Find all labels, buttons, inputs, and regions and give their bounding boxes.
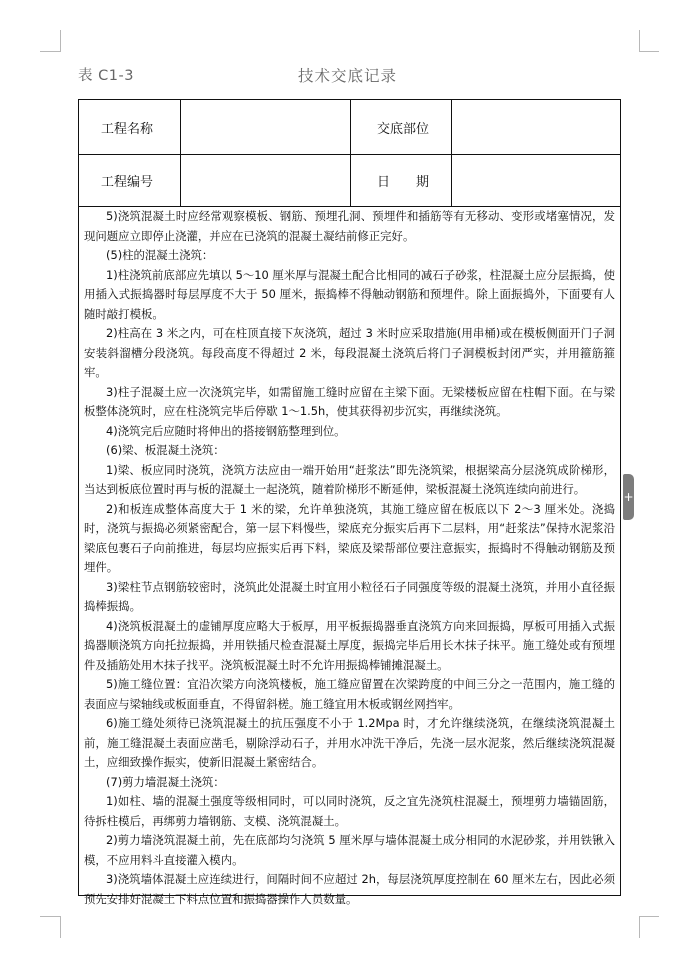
paragraph: 3)梁柱节点钢筋较密时，浇筑此处混凝土时宜用小粒径石子同强度等级的混凝土浇筑，并用小直径振捣棒振捣。 [84,579,615,613]
paragraph: 4)浇筑完后应随时将伸出的搭接钢筋整理到位。 [106,423,346,438]
date-label: 日 期 [377,174,430,190]
form-code: 表 C1-3 [78,68,134,84]
paragraph: 3)浇筑墙体混凝土应连续进行，间隔时间不应超过 2h，每层浇筑厚度控制在 60 厘米左右，因此必须预先安排好混凝土下料点位置和振捣器操作人员数量。 [84,872,615,906]
divider [350,100,351,154]
info-row-1 [79,100,620,155]
expand-side-panel-button[interactable]: + [623,474,634,520]
paragraph: 1)如柱、墙的混凝土强度等级相同时，可以同时浇筑，反之宜先浇筑柱混凝土，预埋剪力墙锚固筋，待拆柱模后，再绑剪力墙钢筋、支模、浇筑混凝土。 [84,794,615,828]
paragraph: 1)梁、板应同时浇筑，浇筑方法应由一端开始用“赶浆法”即先浇筑梁，根据梁高分层浇筑成阶梯形，当达到板底位置时再与板的混凝土一起浇筑，随着阶梯形不断延伸，梁板混凝土浇筑连续向前进行。 [84,462,615,496]
project-name-label: 工程名称 [101,121,154,137]
divider [350,154,351,206]
divider [180,100,181,154]
paragraph: 5)施工缝位置：宜沿次梁方向浇筑楼板，施工缝应留置在次梁跨度的中间三分之一范围内，施工缝的表面应与梁轴线或板面垂直，不得留斜槎。施工缝宜用木板或钢丝网挡牢。 [84,677,615,711]
paragraph: (5)柱的混凝土浇筑： [106,248,214,262]
paragraph: 2)剪力墙浇筑混凝土前，先在底部均匀浇筑 5 厘米厚与墙体混凝土成分相同的水泥砂浆，并用铁锹入模，不应用料斗直接灌入模内。 [84,833,615,867]
project-number-label: 工程编号 [101,174,154,190]
info-row-2 [79,154,620,207]
paragraph: 1)柱浇筑前底部应先填以 5～10 厘米厚与混凝土配合比相同的减石子砂浆，柱混凝土应分层振捣，使用插入式振捣器时每层厚度不大于 50 厘米，振捣棒不得触动钢筋和预埋件。除上面振捣外，下面要有人随时敲打模板。 [84,267,615,321]
paragraph: (6)梁、板混凝土浇筑： [106,443,225,457]
divider [451,100,452,154]
handover-location-label: 交底部位 [377,121,430,137]
paragraph: (7)剪力墙混凝土浇筑： [106,774,225,789]
paragraph: 5)浇筑混凝土时应经常观察模板、钢筋、预埋孔洞、预埋件和插筋等有无移动、变形或堵塞情况，发现问题应立即停止浇灌，并应在已浇筑的混凝土凝结前修正完好。 [84,209,615,243]
divider [451,154,452,206]
paragraph: 2)和板连成整体高度大于 1 米的梁，允许单独浇筑，其施工缝应留在板底以下 2～3 厘米处。浇捣时，浇筑与振捣必须紧密配合，第一层下料慢些，梁底充分振实后再下二层料，用“赶浆法”保持水泥浆沿梁底包裹石子向前推进，每层均应振实后再下料，梁底及梁帮部位要注意振实，振捣时不得触动钢筋及预埋件。 [84,501,615,574]
handover-content [84,207,615,909]
paragraph: 2)柱高在 3 米之内，可在柱顶直接下灰浇筑，超过 3 米时应采取措施(用串桶)或在模板侧面开门子洞安装斜溜槽分段浇筑。每段高度不得超过 2 米，每段混凝土浇筑后将门子洞模板封闭严实，并用箍筋箍牢。 [84,326,615,379]
handover-record-table [78,99,621,906]
paragraph: 3)柱子混凝土应一次浇筑完毕，如需留施工缝时应留在主梁下面。无梁楼板应留在柱帽下面。在与梁板整体浇筑时，应在柱浇筑完毕后停歇 1～1.5h，使其获得初步沉实，再继续浇筑。 [84,384,615,418]
paragraph: 6)施工缝处须待已浇筑混凝土的抗压强度不小于 1.2Mpa 时，才允许继续浇筑，在继续浇筑混凝土前，施工缝混凝土表面应凿毛，剔除浮动石子，并用水冲洗干净后，先浇一层水泥浆，然后继续浇筑混凝土，应细致操作振实，使新旧混凝土紧密结合。 [84,716,615,769]
document-title: 技术交底记录 [298,67,398,85]
paragraph: 4)浇筑板混凝土的虚铺厚度应略大于板厚，用平板振捣器垂直浇筑方向来回振捣，厚板可用插入式振捣器顺浇筑方向托拉振捣，并用铁插尺检查混凝土厚度，振捣完毕后用长木抹子抹平。施工缝处或有预埋件及插筋处用木抹子找平。浇筑板混凝土时不允许用振捣棒铺摊混凝土。 [84,618,615,672]
divider [180,154,181,206]
